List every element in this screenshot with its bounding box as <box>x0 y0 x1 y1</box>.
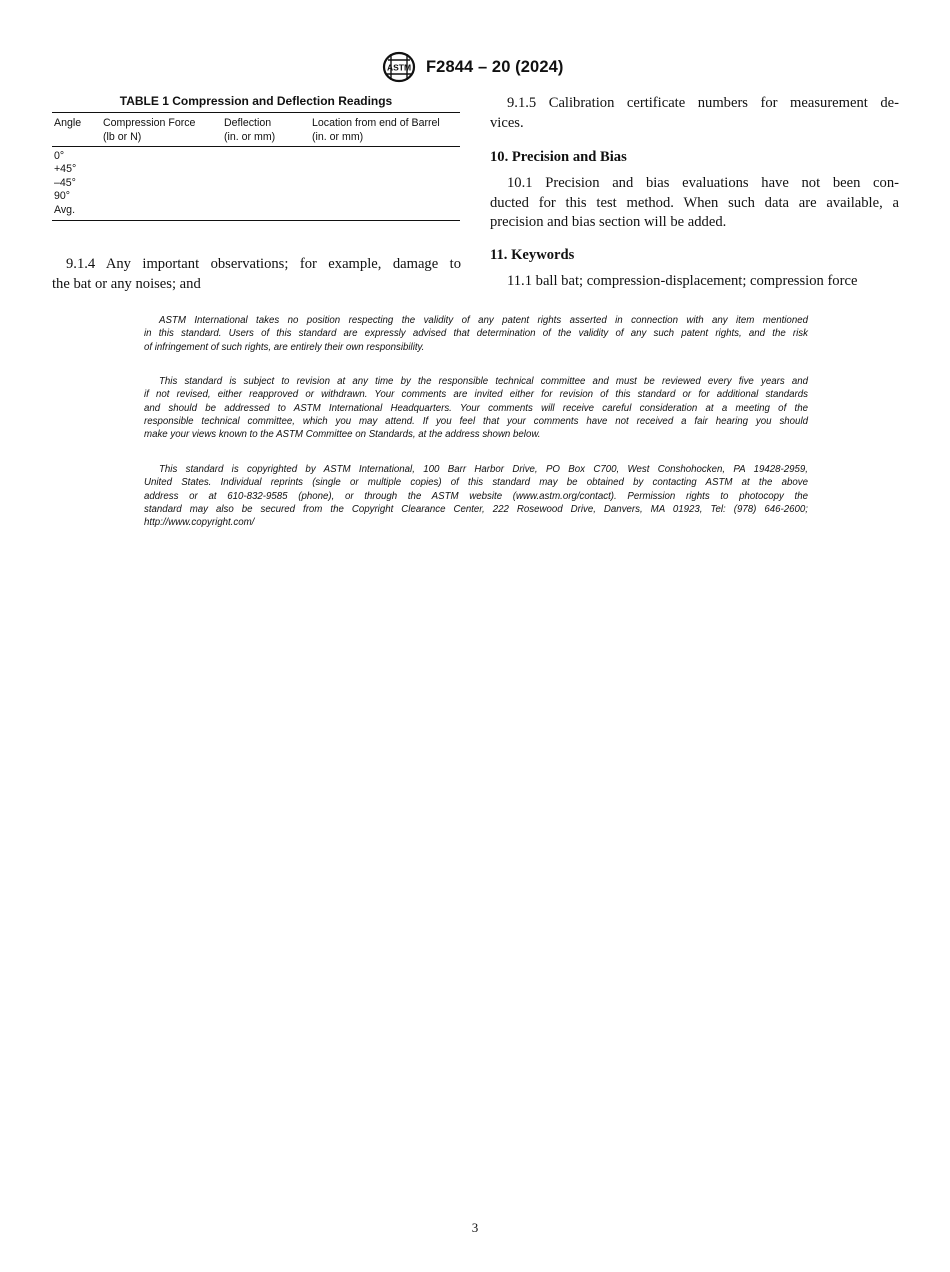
paragraph-line: the bat or any noises; and <box>52 275 201 292</box>
notice-line: in this standard. Users of this standard are expressly advised that determination of the validity of any such patent rights, and the risk <box>144 328 808 340</box>
patent-notice <box>144 314 808 354</box>
column-header-location: Location from end of Barrel (in. or mm) <box>312 117 440 143</box>
notice-line: United States. Individual reprints (single or multiple copies) of this standard may be obtained by contacting ASTM at the above <box>144 477 808 489</box>
paragraph-line: precision and bias section will be added. <box>490 214 727 230</box>
section-heading-10: 10. Precision and Bias <box>490 149 627 165</box>
svg-text:ASTM: ASTM <box>386 62 412 73</box>
table-top-rule <box>52 112 460 113</box>
page-number: 3 <box>471 1220 479 1235</box>
table-bottom-rule <box>52 220 460 221</box>
page-header <box>0 51 950 85</box>
paragraph-line: 9.1.5 Calibration certificate numbers for measurement de- <box>507 95 899 111</box>
paragraph-line: ducted for this test method. When such data are available, a <box>490 194 899 211</box>
notice-line: responsible technical committee, which you may attend. If you feel that your comments have not received a fair hearing you should <box>144 415 808 427</box>
table-row: +45° <box>54 163 77 176</box>
notice-line: ASTM International takes no position respecting the validity of any patent rights asserted in connection with any item mentioned <box>159 315 808 326</box>
table-row: Avg. <box>54 203 76 216</box>
paragraph-line: vices. <box>490 114 524 131</box>
notice-line: and should be addressed to ASTM International Headquarters. Your comments will receive careful consideration at a meeting of the <box>144 402 808 414</box>
column-header-angle: Angle <box>54 117 82 129</box>
copyright-url: http://www.copyright.com/ <box>144 517 255 529</box>
table-caption: TABLE 1 Compression and Deflection Readings <box>119 94 393 108</box>
column-header-deflection: Deflection (in. or mm) <box>224 117 276 143</box>
table-row: –45° <box>54 176 76 189</box>
notice-line: address or at 610-832-9585 (phone), or through the ASTM website (www.astm.org/contact). Permission rights to photocopy the <box>144 490 808 502</box>
table-row: 90° <box>54 190 71 203</box>
paragraph-line: 9.1.4 Any important observations; for example, damage to <box>66 256 461 272</box>
notice-line: This standard is subject to revision at any time by the responsible technical committee and must be reviewed every five years and <box>159 376 808 387</box>
paragraph-line: 11.1 ball bat; compression-displacement; compression force <box>507 273 858 289</box>
paragraph-line: 10.1 Precision and bias evaluations have not been con- <box>507 175 899 191</box>
notice-line: standard may also be secured from the Copyright Clearance Center, 222 Rosewood Drive, Danvers, MA 01923, Tel: (978) 646-2600; <box>144 503 808 515</box>
table-row: 0° <box>54 150 65 162</box>
column-header-compression-force: Compression Force (lb or N) <box>103 117 196 143</box>
astm-logo-icon <box>382 51 416 83</box>
paragraph-10-1 <box>490 174 899 233</box>
table-body <box>54 150 76 217</box>
paragraph-11-1 <box>490 272 899 292</box>
notice-line: This standard is copyrighted by ASTM International, 100 Barr Harbor Drive, PO Box C700, West Conshohocken, PA 19428-2959, <box>159 464 808 475</box>
notice-line: make your views known to the ASTM Committee on Standards, at the address shown below. <box>144 429 541 441</box>
paragraph-9-1-4 <box>52 255 461 294</box>
copyright-notice <box>144 463 808 529</box>
section-heading-11: 11. Keywords <box>490 247 575 263</box>
table-header-rule <box>52 146 460 147</box>
revision-notice <box>144 375 808 441</box>
readings-table <box>52 112 460 222</box>
notice-line: if not revised, either reapproved or withdrawn. Your comments are invited either for revision of this standard or for additional standards <box>144 389 808 401</box>
paragraph-9-1-5 <box>490 94 899 133</box>
notice-line: of infringement of such rights, are entirely their own responsibility. <box>144 341 425 353</box>
document-designation: F2844 – 20 (2024) <box>426 58 564 76</box>
